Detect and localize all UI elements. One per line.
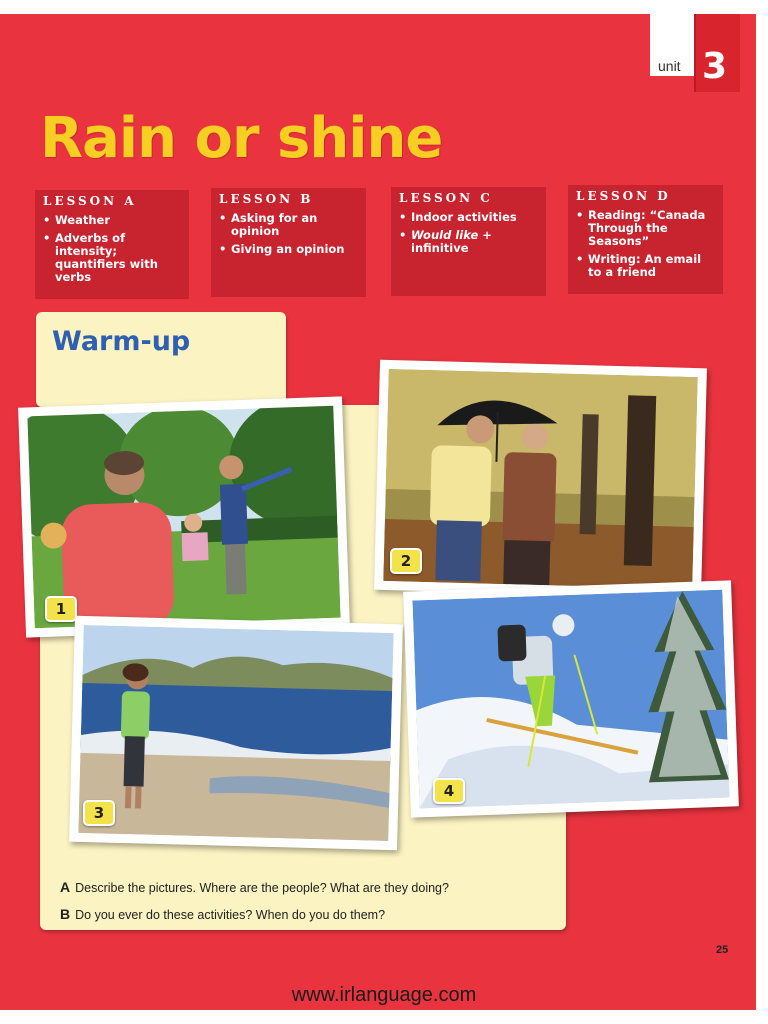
unit-tab (650, 14, 740, 92)
question-b (60, 906, 385, 922)
footer-url[interactable]: www.irlanguage.com (291, 984, 477, 1006)
lesson-a-heading: LESSON A (43, 194, 137, 208)
photo-2 (374, 360, 707, 598)
lesson-c-heading: LESSON C (399, 191, 493, 205)
lesson-b-heading: LESSON B (219, 192, 314, 206)
page-number: 25 (716, 944, 729, 956)
question-b-letter: B (60, 906, 71, 922)
lesson-b-topic: • Giving an opinion (219, 243, 359, 256)
question-a (60, 879, 449, 895)
lesson-a-topic: • Adverbs of intensity; quantifiers with verbs (43, 232, 182, 284)
photo-1-image (27, 406, 340, 629)
photo-2-number: 2 (390, 548, 422, 574)
unit-label: unit (658, 58, 681, 74)
lesson-d-topic: • Reading: “Canada Through the Seasons” (576, 209, 716, 248)
lesson-a-topic: • Weather (43, 214, 182, 227)
question-a-letter: A (60, 879, 71, 895)
lesson-b-box (211, 188, 366, 297)
lesson-b-topic: • Asking for an opinion (219, 212, 359, 238)
lesson-a-box (35, 190, 189, 299)
lesson-c-topic: • Would like + infinitive (399, 229, 539, 255)
lesson-c-italic: Would like (411, 228, 479, 242)
lesson-c-box (391, 187, 546, 296)
photo-3 (69, 616, 403, 851)
question-b-text: Do you ever do these activities? When do you do them? (75, 908, 386, 922)
warmup-title: Warm-up (52, 326, 191, 357)
photo-3-image (78, 625, 393, 841)
unit-title: Rain or shine (40, 106, 443, 171)
lesson-d-heading: LESSON D (576, 189, 671, 203)
lesson-d-topic: • Writing: An email to a friend (576, 253, 716, 279)
photo-1-number: 1 (45, 596, 77, 622)
photo-2-image (383, 369, 697, 589)
unit-number: 3 (702, 46, 728, 87)
photo-3-number: 3 (83, 800, 115, 826)
photo-4-number: 4 (433, 778, 465, 804)
lesson-c-topic: • Indoor activities (399, 211, 539, 224)
lesson-d-box (568, 185, 723, 294)
photo-4-image (412, 590, 729, 809)
question-a-text: Describe the pictures. Where are the people? What are they doing? (75, 881, 449, 895)
